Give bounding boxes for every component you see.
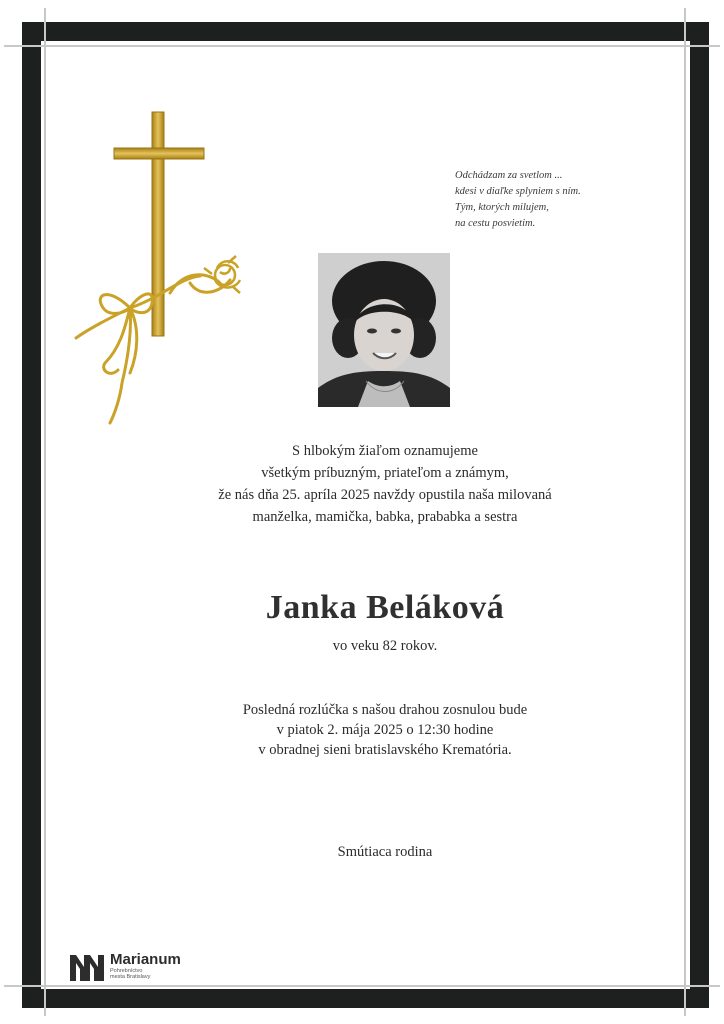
poem-line: na cestu posvietim. xyxy=(455,218,536,229)
trim-line-left xyxy=(44,8,46,1016)
trim-line-top xyxy=(4,45,720,47)
farewell-line: Posledná rozlúčka s našou drahou zosnulou bude xyxy=(242,702,528,718)
trim-line-bottom xyxy=(4,985,720,987)
poem-line: Tým, ktorých milujem, xyxy=(455,202,549,213)
logo-subtitle-line: Pohrebníctvo xyxy=(110,968,143,974)
mourning-border-right xyxy=(690,22,709,1008)
marianum-logo-icon xyxy=(70,953,104,981)
logo-subtitle-line: mesta Bratislavy xyxy=(110,974,151,980)
logo-name: Marianum xyxy=(110,951,181,968)
mourning-border-top xyxy=(22,22,709,41)
mourning-border-left xyxy=(22,22,41,1008)
deceased-age: vo veku 82 rokov. xyxy=(332,638,438,654)
deceased-name: Janka Beláková xyxy=(265,589,505,626)
farewell-line: v piatok 2. mája 2025 o 12:30 hodine xyxy=(276,722,494,738)
poem-line: kdesi v diaľke splyniem s ním. xyxy=(455,186,581,197)
portrait-photo xyxy=(318,253,450,407)
logo-subtitle xyxy=(110,968,170,980)
mourning-border-bottom xyxy=(22,989,709,1008)
farewell-line: v obradnej sieni bratislavského Krematória. xyxy=(258,742,512,758)
farewell-details xyxy=(130,700,640,760)
memorial-poem xyxy=(455,168,675,232)
poem-line: Odchádzam za svetlom ... xyxy=(455,170,563,181)
portrait-icon xyxy=(318,253,450,407)
announcement-text xyxy=(130,440,640,528)
announcement-line: S hlbokým žiaľom oznamujeme xyxy=(292,443,478,459)
announcement-line: manželka, mamička, babka, prababka a sestra xyxy=(252,509,518,525)
trim-line-right xyxy=(684,8,686,1016)
announcement-line: všetkým príbuzným, priateľom a známym, xyxy=(261,465,509,481)
signature: Smútiaca rodina xyxy=(337,844,433,860)
announcement-line: že nás dňa 25. apríla 2025 navždy opustila naša milovaná xyxy=(218,487,552,503)
gold-cross-icon xyxy=(70,108,250,428)
